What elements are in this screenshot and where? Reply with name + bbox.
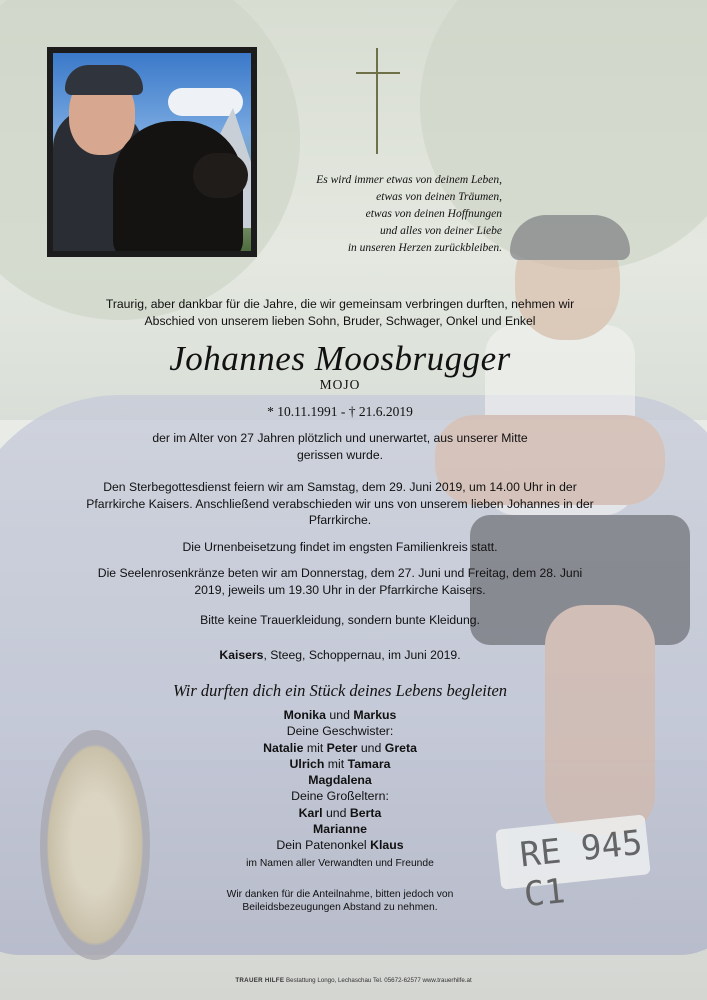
life-dates: * 10.11.1991 - † 21.6.2019 xyxy=(267,403,413,419)
service-paragraph: Den Sterbegottesdienst feiern wir am Samstag, dem 29. Juni 2019, um 14.00 Uhr in der Pfarrkirche Kaisers. Anschließend verabschieden wir uns von unserem lieben Johannes in der Pfarrkirche. xyxy=(86,480,594,527)
verse-line: in unseren Herzen zurückbleiben. xyxy=(347,242,502,254)
mourner-name: Magdalena xyxy=(308,773,372,788)
obituary-content xyxy=(84,296,596,915)
godfather-label: Dein Patenonkel xyxy=(276,838,371,853)
siblings-label: Deine Geschwister: xyxy=(286,724,394,739)
mourner-name: Tamara xyxy=(347,756,391,771)
mourner-name: Greta xyxy=(384,740,417,755)
deceased-name: Johannes Moosbrugger xyxy=(169,339,511,378)
verse-line: Es wird immer etwas von deinem Leben, xyxy=(316,174,502,186)
person-cap xyxy=(510,215,630,260)
mourner-name: Berta xyxy=(349,805,382,820)
mourner-sibling xyxy=(84,756,596,772)
place-rest: , Steeg, Schoppernau, im Juni 2019. xyxy=(263,647,461,662)
mourner-godfather xyxy=(84,837,596,853)
mourner-connector: und xyxy=(357,740,385,755)
photo-dog-snout xyxy=(193,153,248,198)
family-note: im Namen aller Verwandten und Freunde xyxy=(246,857,434,869)
mourner-sibling xyxy=(84,772,596,788)
thanks-note: Wir danken für die Anteilnahme, bitten jedoch von Beileidsbezeugungen Abstand zu nehmen. xyxy=(226,888,454,914)
grandparents-label: Deine Großeltern: xyxy=(291,789,389,804)
mourner-name: Monika xyxy=(283,708,326,722)
mourners-list xyxy=(84,707,596,872)
mourner-name: Markus xyxy=(353,708,397,722)
mourner-grandparents xyxy=(84,805,596,821)
cross-icon xyxy=(356,48,400,154)
portrait-photo xyxy=(47,47,257,257)
rosary-paragraph: Die Seelenrosenkränze beten wir am Donnerstag, dem 27. Juni und Freitag, dem 28. Juni 2019, jeweils um 19.30 Uhr in der Pfarrkirche Kaisers. xyxy=(97,566,583,597)
motto: Wir durften dich ein Stück deines Lebens begleiten xyxy=(172,681,508,700)
mourner-name: Natalie xyxy=(263,740,304,755)
footer-brand: TRAUER HILFE xyxy=(235,977,285,984)
photo-cap xyxy=(65,65,143,95)
mourner-grandparent xyxy=(84,821,596,837)
mourner-name: Marianne xyxy=(313,822,367,837)
mourner-name: Klaus xyxy=(370,838,404,853)
place-date xyxy=(84,647,596,664)
urn-paragraph: Die Urnenbeisetzung findet im engsten Familienkreis statt. xyxy=(182,539,498,554)
license-plate-text: RE 945 C1 xyxy=(517,822,645,916)
memorial-verse xyxy=(260,172,502,257)
mourner-connector: mit xyxy=(324,756,348,771)
age-paragraph: der im Alter von 27 Jahren plötzlich und unerwartet, aus unserer Mitte gerissen wurde. xyxy=(152,431,528,462)
mourner-connector: und xyxy=(322,805,350,820)
verse-line: etwas von deinen Träumen, xyxy=(376,191,502,203)
cross-vertical xyxy=(376,48,378,154)
cross-horizontal xyxy=(356,72,400,74)
portrait-image xyxy=(53,53,251,251)
mourner-parents xyxy=(84,707,596,723)
mourner-connector: mit xyxy=(303,740,327,755)
verse-line: und alles von deiner Liebe xyxy=(379,225,502,237)
mourner-connector: und xyxy=(325,708,354,722)
intro-text: Traurig, aber dankbar für die Jahre, die wir gemeinsam verbringen durften, nehmen wir Abschied von unserem lieben Sohn, Bruder, Schwager, Onkel und Enkel xyxy=(105,297,575,328)
footer-credit xyxy=(0,977,707,984)
mourner-name: Karl xyxy=(298,805,323,820)
clothing-paragraph: Bitte keine Trauerkleidung, sondern bunte Kleidung. xyxy=(200,613,480,627)
mourner-sibling xyxy=(84,740,596,756)
deceased-nickname: MOJO xyxy=(319,377,361,392)
mourner-name: Ulrich xyxy=(289,756,325,771)
mourner-name: Peter xyxy=(326,740,358,755)
verse-line: etwas von deinen Hoffnungen xyxy=(365,208,502,220)
footer-text: Bestattung Longo, Lechaschau Tel. 05672-62577 www.trauerhilfe.at xyxy=(284,977,472,984)
place-first: Kaisers xyxy=(219,647,264,662)
